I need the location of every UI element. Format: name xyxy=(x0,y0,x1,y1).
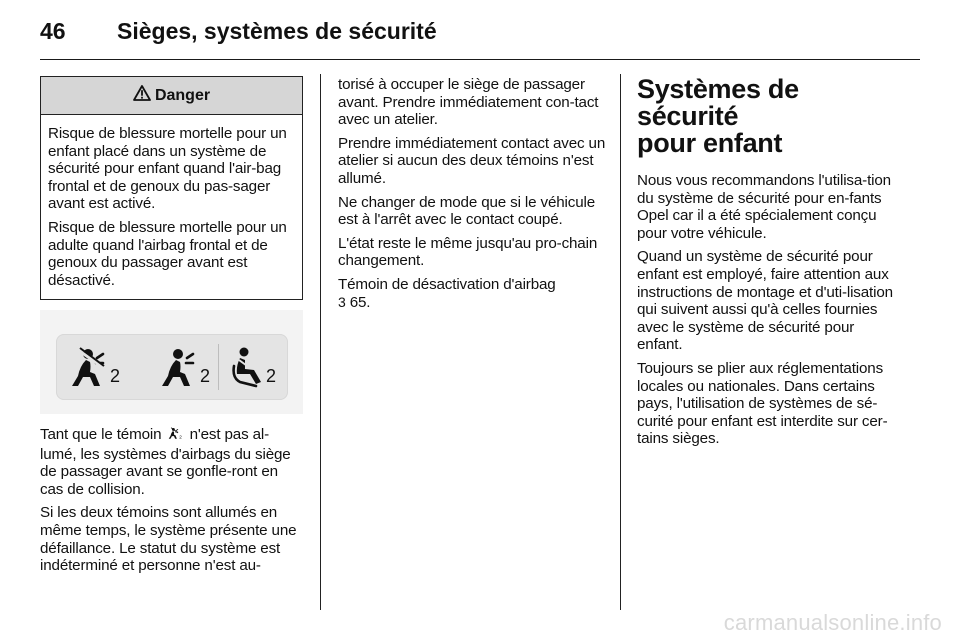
page-header xyxy=(40,16,920,56)
warning-triangle-icon xyxy=(133,85,151,106)
lamp-label-1: 2 xyxy=(110,366,121,386)
danger-box xyxy=(40,76,303,300)
page-reference-link[interactable]: 65. xyxy=(349,293,371,311)
page-number: 46 xyxy=(40,18,66,44)
danger-body xyxy=(41,115,302,289)
paragraph: L'état reste le même jusqu'au pro-chain changement. xyxy=(338,234,598,270)
text-before-icon: Tant que le témoin xyxy=(40,426,162,443)
section-title: Sièges, systèmes de sécurité xyxy=(117,18,437,44)
seat-occupancy-2-icon xyxy=(226,346,288,390)
danger-title: Danger xyxy=(154,86,211,104)
text-after-icon: n'est pas al-lumé, les systèmes d'airbags du siège de passager avant se gonfle-ront en cas de collision. xyxy=(40,426,291,498)
lamp-separator xyxy=(218,344,219,390)
airbag-off-inline-icon xyxy=(167,426,185,446)
airbag-on-2-icon xyxy=(156,346,218,390)
svg-text:2: 2 xyxy=(178,434,182,440)
lamp-label-3: 2 xyxy=(266,366,277,386)
section-heading-line-1: Systèmes de sécurité xyxy=(637,74,799,131)
paragraph: Si les deux témoins sont allumés en même temps, le système présente une défaillance. Le statut du système est indéterminé et personne n'est au- xyxy=(40,504,297,575)
column-divider-1 xyxy=(320,74,321,610)
section-heading xyxy=(637,76,900,157)
column-3 xyxy=(637,76,900,454)
column-1-text xyxy=(40,426,303,581)
danger-paragraph-2: Risque de blessure mortelle pour un adulte quand l'airbag frontal et de genoux du passager avant est désactivé. xyxy=(48,218,287,289)
paragraph: Ne changer de mode que si le véhicule est à l'arrêt avec le contact coupé. xyxy=(338,193,596,229)
section-heading-line-2: pour enfant xyxy=(637,128,783,158)
indicator-lamps-bezel xyxy=(56,334,288,400)
lamp-label-2: 2 xyxy=(200,366,211,386)
paragraph: Quand un système de sécurité pour enfant est employé, faire attention aux instructions de montage et d'uti-lisation qui suivent aussi qu'à celles fournies avec le système de sécurité pour enfant. xyxy=(637,248,893,354)
indicator-lamps-figure xyxy=(40,310,303,414)
danger-paragraph-1: Risque de blessure mortelle pour un enfant placé dans un système de sécurité pour enfant quand l'air-bag frontal et de genoux du pas-sager avant est activé. xyxy=(48,125,287,213)
paragraph: Toujours se plier aux réglementations locales ou nationales. Dans certains pays, l'utilisation de systèmes de sé-curité pour enfant est interdite sur cer-tains sièges. xyxy=(637,359,888,448)
header-divider xyxy=(40,59,920,60)
column-divider-2 xyxy=(620,74,621,610)
airbag-off-2-icon xyxy=(66,346,128,390)
danger-header xyxy=(41,77,302,115)
reference-text: Témoin de désactivation d'airbag xyxy=(338,275,556,293)
paragraph xyxy=(338,276,606,311)
page-reference-arrow: 3 xyxy=(338,293,346,310)
watermark: carmanualsonline.info xyxy=(723,610,942,635)
paragraph xyxy=(40,426,303,498)
paragraph: Prendre immédiatement contact avec un atelier si aucun des deux témoins n'est allumé. xyxy=(338,134,606,187)
paragraph: torisé à occuper le siège de passager avant. Prendre immédiatement con-tact avec un atelier. xyxy=(338,76,599,129)
paragraph: Nous vous recommandons l'utilisa-tion du système de sécurité pour en-fants Opel car il a été spécialement conçu pour votre véhicule. xyxy=(637,172,891,242)
column-2 xyxy=(338,76,606,311)
